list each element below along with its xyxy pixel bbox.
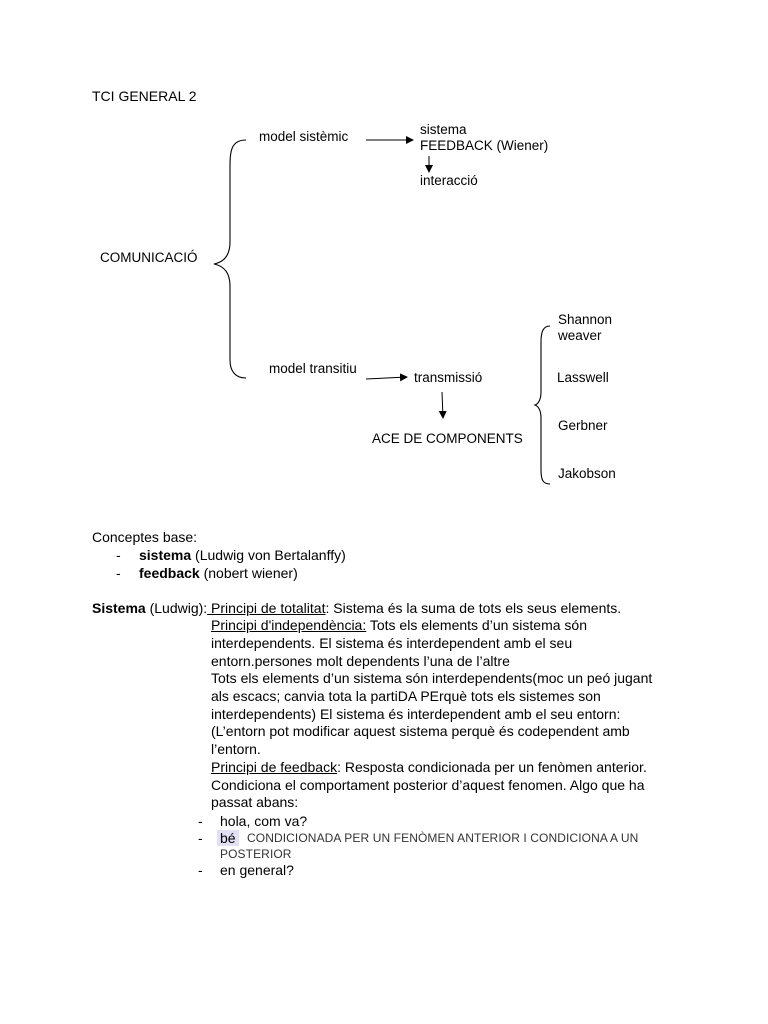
principi-feedback: Principi de feedback — [211, 759, 338, 775]
independencia-text: Tots els elements d’un sistema són — [366, 617, 587, 633]
body-line: interdependents) El sistema és interdependent amb el seu entorn: — [211, 706, 621, 722]
example-item — [217, 830, 239, 847]
body-line: Condiciona el comportament posterior d’aquest fenomen. Algo que ha — [211, 777, 645, 793]
concept-term: sistema — [139, 547, 192, 563]
example-item: en general? — [220, 862, 294, 878]
bullet-dash: - — [198, 813, 203, 829]
sistema-term: Sistema — [92, 600, 146, 616]
totalitat-text: : Sistema és la suma de tots els seus elements. — [325, 600, 622, 616]
bullet-dash: - — [198, 830, 203, 846]
body-line: passat abans: — [211, 794, 299, 810]
sistema-label: sistema — [420, 122, 467, 137]
example-note: POSTERIOR — [220, 847, 292, 861]
feedback-text: : Resposta condicionada per un fenòmen anterior. — [337, 759, 647, 775]
author-lasswell: Lasswell — [557, 370, 609, 385]
bullet-dash: - — [198, 862, 203, 878]
ludwig-label: (Ludwig): — [145, 600, 208, 616]
body-line: als escacs; canvia tota la partiDA PErquè tots els sistemes son — [211, 688, 601, 704]
body-line: Tots els elements d’un sistema són interdependents(moc un peó jugant — [211, 670, 653, 686]
feedback-line — [211, 759, 647, 776]
body-line: entorn.persones molt dependents l’una de l’altre — [211, 653, 510, 669]
independencia-line — [211, 617, 587, 634]
authors-brace — [535, 326, 550, 484]
feedback-wiener-label: FEEDBACK (Wiener) — [420, 138, 549, 153]
author-jakobson: Jakobson — [558, 466, 616, 481]
concept-desc: (nobert wiener) — [199, 565, 298, 581]
principi-independencia: Principi d'independència: — [211, 617, 367, 633]
concept-term: feedback — [139, 565, 200, 581]
author-weaver: weaver — [558, 328, 602, 343]
bullet-dash: - — [116, 565, 121, 581]
highlighted-text: bé — [217, 830, 239, 846]
transmissio-label: transmissió — [414, 370, 483, 385]
arrow-transmissio-down — [442, 392, 443, 418]
concepts-heading: Conceptes base: — [92, 529, 198, 545]
main-brace — [214, 140, 246, 378]
bullet-dash: - — [116, 547, 121, 563]
comunicacio-label: COMUNICACIÓ — [100, 250, 198, 265]
model-transitiu-label: model transitiu — [269, 361, 357, 376]
arrow-transitiu — [366, 377, 407, 379]
model-sistemic-label: model sistèmic — [259, 129, 349, 144]
author-shannon: Shannon — [558, 312, 613, 327]
example-note: CONDICIONADA PER UN FENÒMEN ANTERIOR I CONDICIONA A UN — [247, 831, 639, 845]
author-gerbner: Gerbner — [558, 418, 608, 433]
ace-label: ACE DE COMPONENTS — [372, 431, 523, 446]
body-line: (L’entorn pot modificar aquest sistema perquè és codependent amb — [211, 723, 630, 739]
body-line: l’entorn. — [211, 741, 261, 757]
example-item: hola, com va? — [220, 813, 308, 829]
sistema-first-line — [92, 600, 621, 617]
concept-item-sistema — [139, 547, 346, 564]
principi-totalitat: Principi de totalitat — [207, 600, 326, 616]
concept-item-feedback — [139, 565, 298, 582]
interaccio-label: interacció — [420, 173, 478, 188]
document-title: TCI GENERAL 2 — [92, 88, 197, 104]
body-line: interdependents. El sistema és interdependent amb el seu — [211, 635, 573, 651]
concept-desc: (Ludwig von Bertalanffy) — [191, 547, 346, 563]
